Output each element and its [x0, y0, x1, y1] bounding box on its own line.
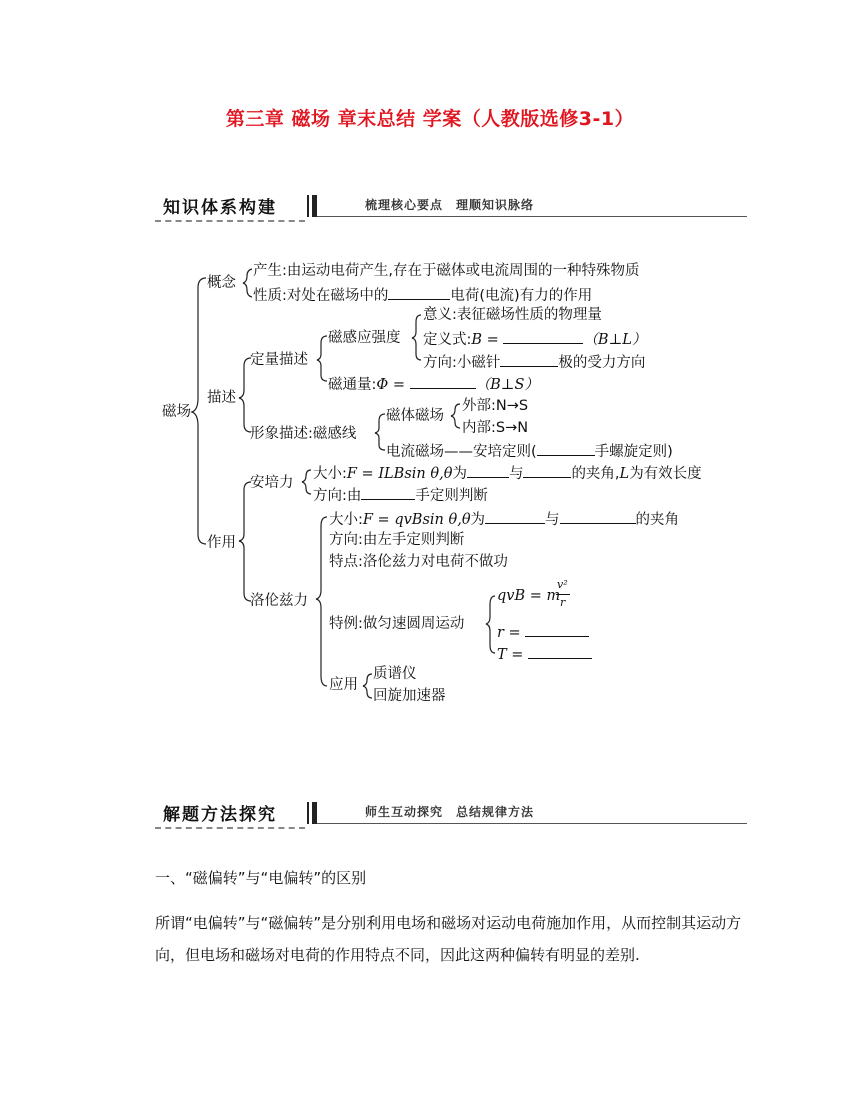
fill-blank[interactable]	[528, 644, 592, 659]
fill-blank[interactable]	[560, 509, 636, 524]
formula: （B⊥L）	[583, 332, 647, 348]
map-text: 的夹角	[635, 512, 680, 528]
fill-blank[interactable]	[467, 463, 509, 478]
map-leaf: 质谱仪	[373, 666, 417, 682]
map-node-image: 形象描述:磁感线	[250, 426, 357, 442]
document-title: 第三章 磁场 章末总结 学案（人教版选修3-1）	[225, 108, 635, 130]
formula: T =	[497, 647, 524, 663]
map-node-concept: 概念	[207, 275, 236, 291]
map-text: 手定则判断	[415, 488, 488, 504]
map-leaf	[329, 509, 679, 529]
map-leaf: 意义:表征磁场性质的物理量	[423, 307, 602, 323]
map-text: 性质:对处在磁场中的	[253, 288, 389, 304]
formula: Φ =	[376, 377, 406, 393]
map-text: 的夹角,	[571, 466, 620, 482]
body-paragraph: 所谓“电偏转”与“磁偏转”是分别利用电场和磁场对运动电荷施加作用，从而控制其运动方向，但电场和磁场对电荷的作用特点不同，因此这两种偏转有明显的差别.	[155, 914, 742, 964]
map-leaf	[313, 463, 702, 483]
fill-blank[interactable]	[537, 441, 595, 456]
map-node-describe: 描述	[207, 390, 236, 406]
map-text: 与	[545, 512, 560, 528]
map-leaf: 内部:S→N	[462, 420, 529, 436]
section-subtitle: 师生互动探究 总结规律方法	[365, 805, 535, 819]
fill-blank[interactable]	[523, 463, 571, 478]
section-heading: 知识体系构建	[163, 198, 277, 218]
map-text: 为有效长度	[629, 466, 702, 482]
map-leaf: 特点:洛伦兹力对电荷不做功	[329, 554, 508, 570]
map-leaf	[497, 644, 592, 664]
map-leaf: 方向:由左手定则判断	[329, 532, 465, 548]
map-text: 磁通量:	[328, 377, 377, 393]
map-text: 电流磁场——安培定则(	[386, 444, 537, 460]
fill-blank[interactable]	[485, 509, 545, 524]
fraction-denominator: r	[560, 596, 566, 609]
map-leaf	[423, 352, 645, 372]
map-root: 磁场	[162, 404, 191, 420]
map-text: 电荷(电流)有力的作用	[450, 288, 593, 304]
map-text: 定义式:	[423, 332, 472, 348]
map-node-bfield: 磁感应强度	[328, 330, 401, 346]
section-heading: 解题方法探究	[163, 805, 277, 825]
map-leaf: 回旋加速器	[373, 688, 446, 704]
fill-blank[interactable]	[361, 485, 415, 500]
map-leaf: 产生:由运动电荷产生,存在于磁体或电流周围的一种特殊物质	[253, 263, 640, 279]
banner-divider	[312, 802, 317, 824]
fill-blank[interactable]	[500, 352, 558, 367]
map-text: 为	[452, 466, 467, 482]
fraction-numerator: v²	[557, 578, 568, 591]
formula: B =	[471, 332, 499, 348]
map-text: 手螺旋定则)	[594, 444, 673, 460]
map-text: 与	[508, 466, 524, 482]
map-node-special: 特例:做匀速圆周运动	[329, 616, 465, 632]
map-leaf: 外部:N→S	[462, 398, 529, 414]
formula: r =	[497, 625, 521, 641]
map-text: 方向:小磁针	[423, 355, 501, 371]
map-text: 大小:	[313, 466, 347, 482]
fill-blank[interactable]	[503, 329, 583, 344]
map-node-apply: 应用	[329, 677, 358, 693]
formula: （B⊥S）	[475, 377, 539, 393]
map-leaf	[423, 329, 646, 349]
banner-divider	[307, 802, 309, 824]
map-node-quant: 定量描述	[250, 352, 308, 368]
map-text: 极的受力方向	[558, 355, 646, 371]
map-text: 大小:	[329, 512, 363, 528]
map-node-magnet: 磁体磁场	[386, 408, 444, 424]
map-node-ampere: 安培力	[250, 475, 294, 491]
map-leaf	[386, 441, 673, 461]
section-banner-methods	[155, 792, 747, 832]
fill-blank[interactable]	[525, 622, 589, 637]
body-heading: 一、“磁偏转”与“电偏转”的区别	[155, 869, 367, 887]
formula: F = ILBsin θ,θ	[346, 466, 453, 482]
fraction-bar	[556, 594, 570, 595]
fill-blank[interactable]	[388, 285, 450, 300]
map-leaf	[328, 374, 539, 394]
banner-rule	[317, 823, 747, 824]
equation-force: qvB = m	[497, 588, 561, 604]
map-node-effect: 作用	[207, 535, 236, 551]
map-text: 为	[470, 512, 486, 528]
formula: F = qvBsin θ,θ	[362, 512, 471, 528]
map-leaf	[497, 622, 589, 642]
map-node-lorentz: 洛伦兹力	[250, 593, 308, 609]
map-leaf	[253, 285, 592, 305]
map-leaf	[313, 485, 488, 505]
banner-dashes	[155, 827, 305, 829]
formula: L	[619, 466, 630, 482]
map-text: 方向:由	[313, 488, 362, 504]
fill-blank[interactable]	[410, 374, 476, 389]
section-subtitle: 梳理核心要点 理顺知识脉络	[365, 198, 535, 212]
